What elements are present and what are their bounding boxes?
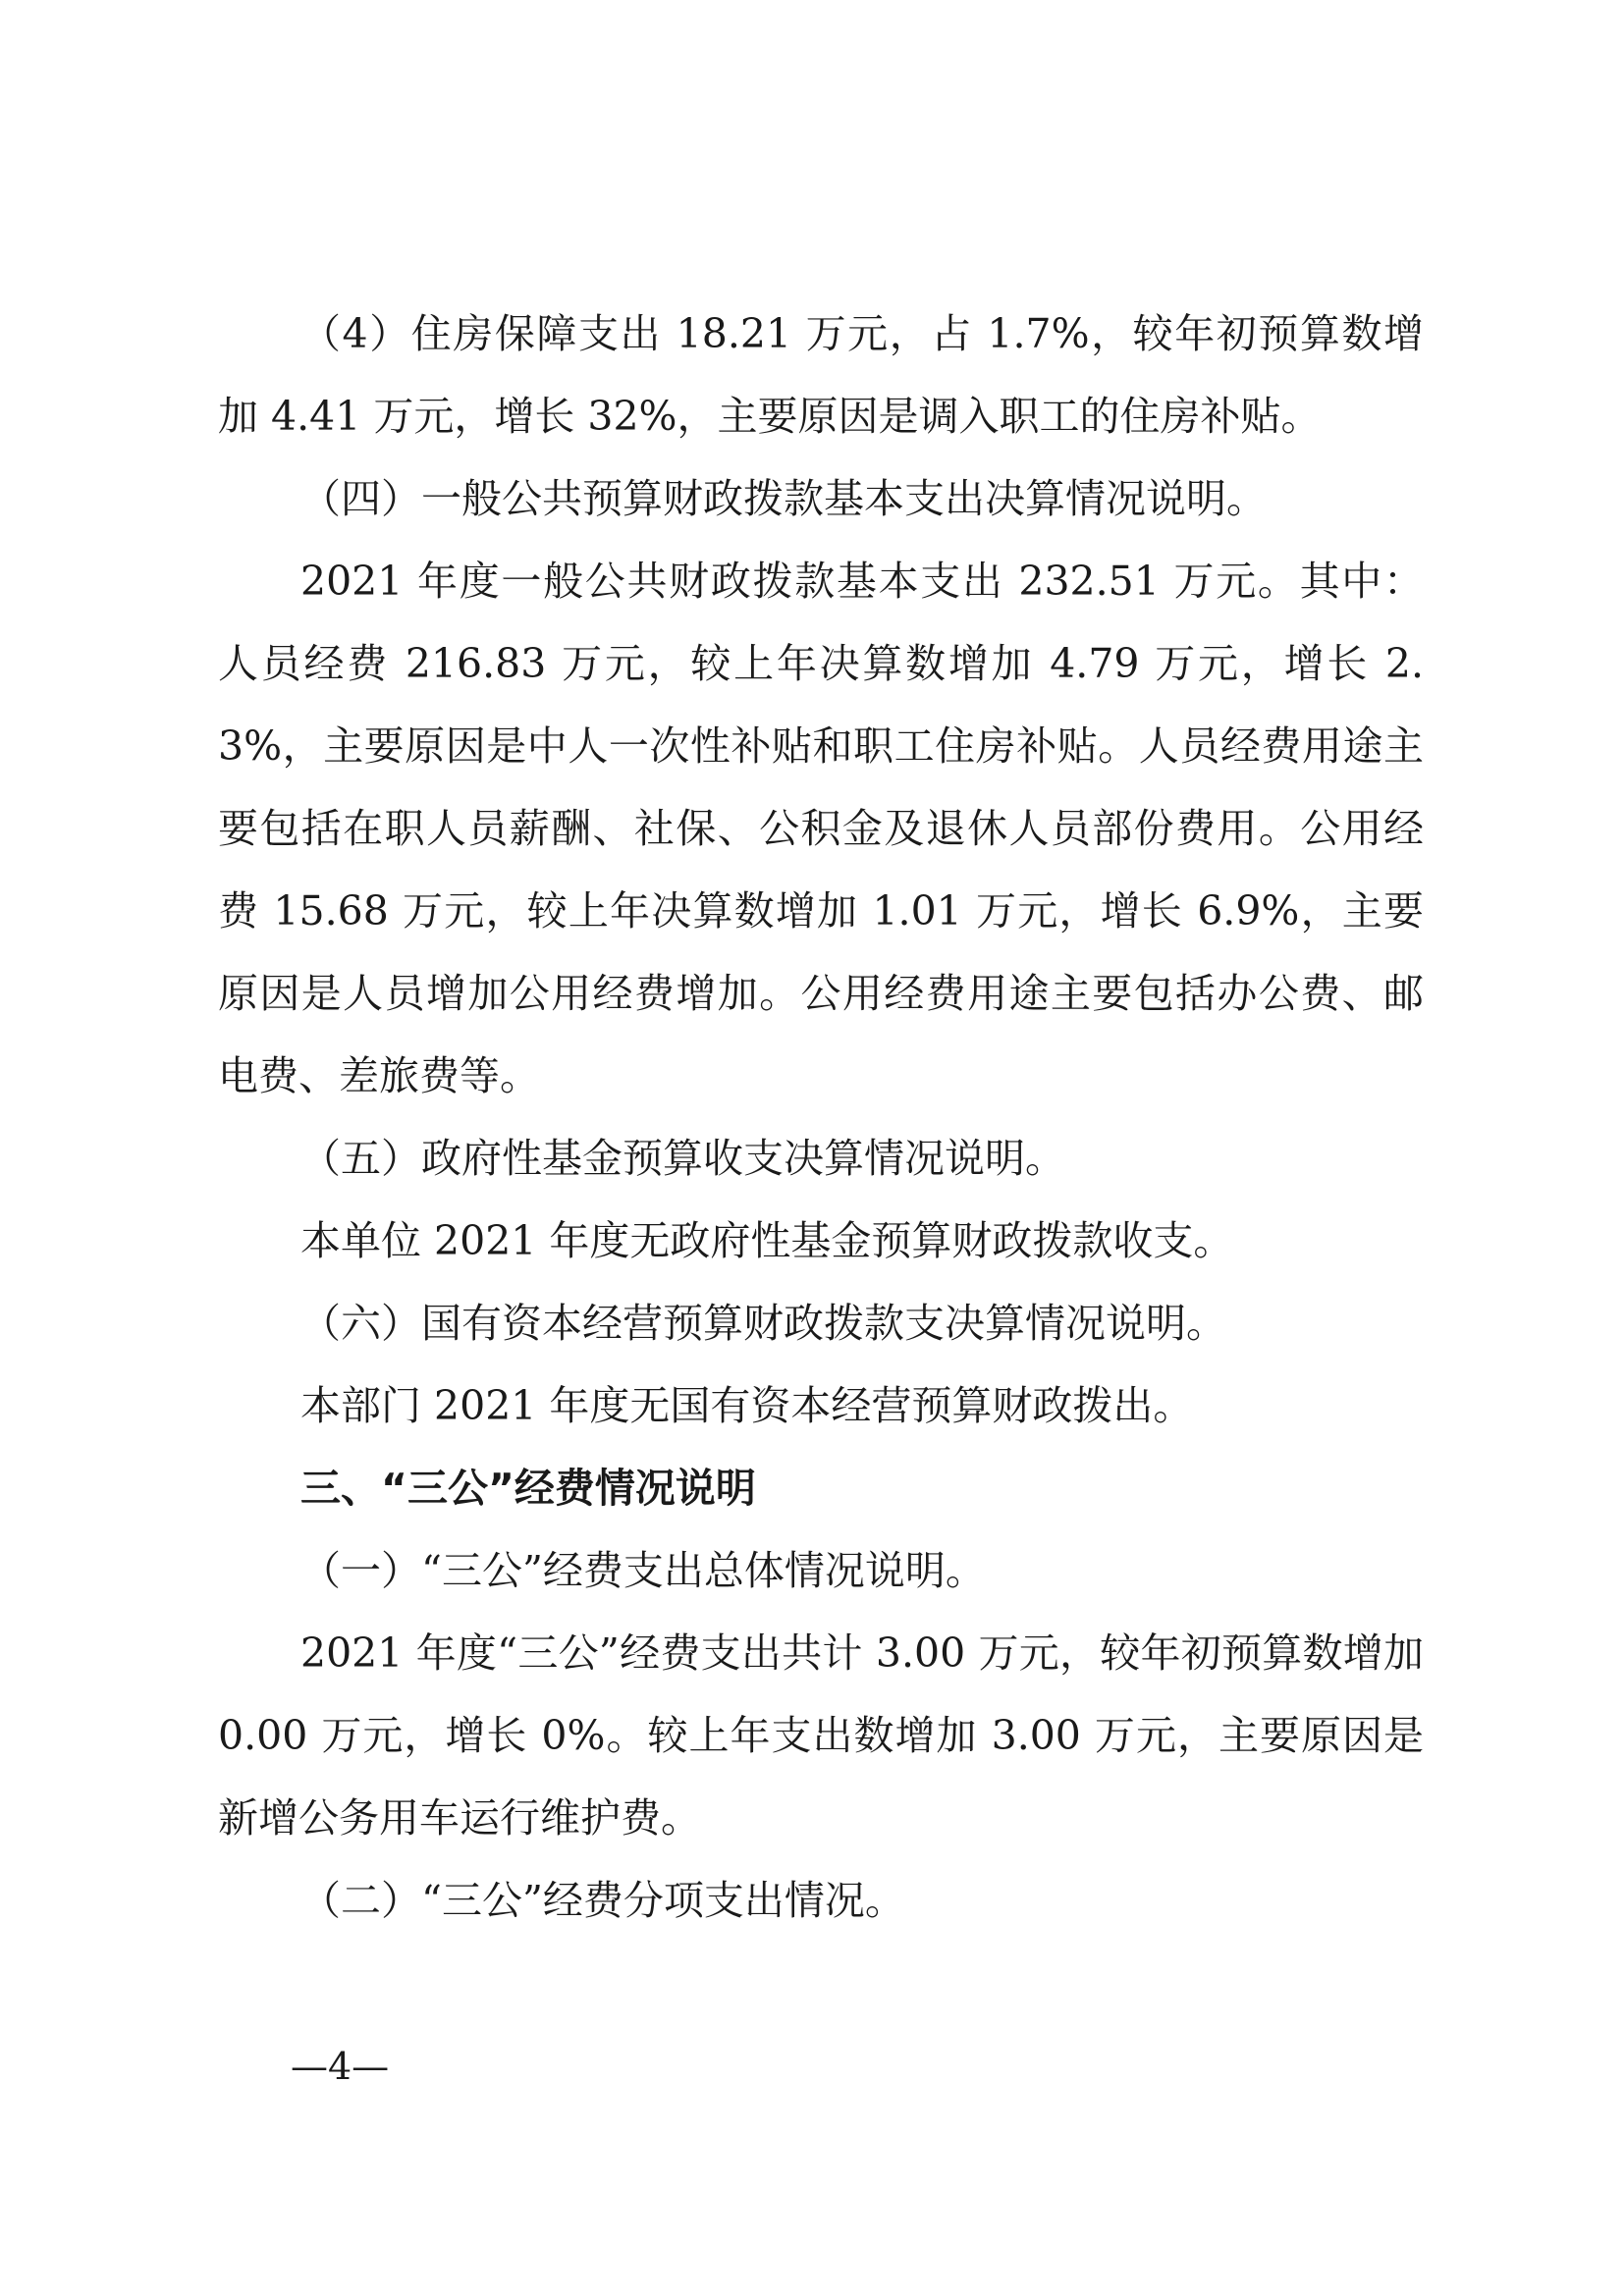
- paragraph-state-capital: 本部门 2021 年度无国有资本经营预算财政拨出。: [300, 1382, 1194, 1429]
- subheading-basic-expenditure: （四）一般公共预算财政拨款基本支出决算情况说明。: [300, 475, 1267, 522]
- paragraph-basic-expenditure: 2021 年度一般公共财政拨款基本支出 232.51 万元。其中：人员经费 216.83 万元，较上年决算数增加 4.79 万元，增长 2.3%，主要原因是中人一次性补贴和职工住房补贴。人员经费用途主要包括在职人员薪酬、社保、公积金及退休人员部份费用。公用经费 15.68 万元，较上年决算数增加 1.01 万元，增长 6.9%，主要原因是人员增加公用经费增加。公用经费用途主要包括办公费、邮电费、差旅费等。: [218, 558, 1424, 1099]
- subheading-three-public-overall: （一）“三公”经费支出总体情况说明。: [300, 1547, 986, 1594]
- paragraph-government-fund: 本单位 2021 年度无政府性基金预算财政拨款收支。: [300, 1217, 1234, 1264]
- paragraph-housing-expense: （4）住房保障支出 18.21 万元，占 1.7%，较年初预算数增加 4.41 万元，增长 32%，主要原因是调入职工的住房补贴。: [218, 310, 1424, 440]
- subheading-three-public-items: （二）“三公”经费分项支出情况。: [300, 1877, 905, 1924]
- document-body: [218, 293, 1424, 1942]
- paragraph-three-public-overall: 2021 年度“三公”经费支出共计 3.00 万元，较年初预算数增加 0.00 万元，增长 0%。较上年支出数增加 3.00 万元，主要原因是新增公务用车运行维护费。: [218, 1629, 1424, 1842]
- section-heading-three-public: 三、“三公”经费情况说明: [300, 1465, 756, 1512]
- page-number: —4—: [291, 2045, 390, 2088]
- subheading-state-capital: （六）国有资本经营预算财政拨款支决算情况说明。: [300, 1300, 1226, 1347]
- subheading-government-fund: （五）政府性基金预算收支决算情况说明。: [300, 1135, 1065, 1182]
